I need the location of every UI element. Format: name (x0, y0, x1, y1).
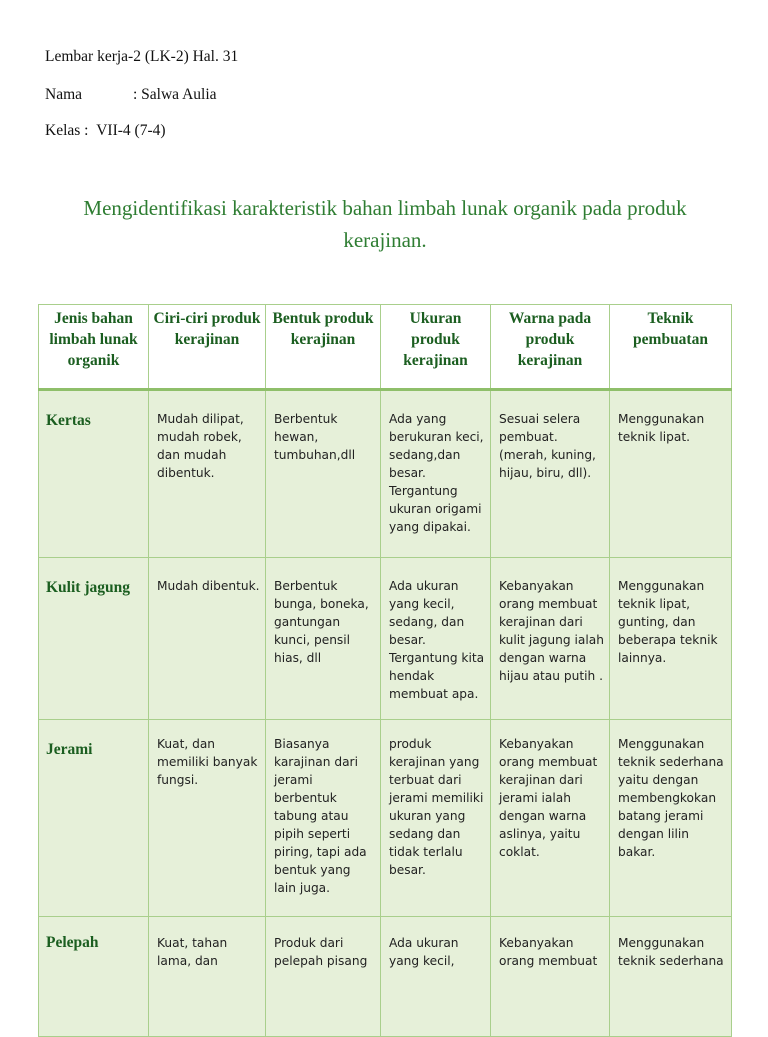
row-type: Jerami (39, 720, 149, 917)
header-warna: Warna pada produk kerajinan (491, 305, 610, 390)
row-type: Pelepah (39, 917, 149, 1037)
cell-teknik: Menggunakan teknik sederhana (610, 917, 732, 1037)
cell-teknik: Menggunakan teknik sederhana yaitu dengan membengkokan batang jerami dengan lilin bakar. (610, 720, 732, 917)
header-ukuran: Ukuran produk kerajinan (381, 305, 491, 390)
cell-warna: Kebanyakan orang membuat kerajinan dari jerami ialah dengan warna aslinya, yaitu coklat. (491, 720, 610, 917)
table-row (39, 390, 732, 558)
cell-bentuk: Berbentuk bunga, boneka, gantungan kunci, pensil hias, dll (266, 558, 381, 720)
header-bentuk: Bentuk produk kerajinan (266, 305, 381, 390)
cell-ukuran: Ada ukuran yang kecil, (381, 917, 491, 1037)
cell-bentuk: Biasanya karajinan dari jerami berbentuk tabung atau pipih seperti piring, tapi ada bentuk yang lain juga. (266, 720, 381, 917)
table-row (39, 917, 732, 1037)
class-label: Kelas : (45, 122, 89, 139)
cell-warna: Kebanyakan orang membuat (491, 917, 610, 1037)
class-row (45, 122, 166, 140)
characteristics-table (38, 304, 731, 1037)
cell-warna: Kebanyakan orang membuat kerajinan dari kulit jagung ialah dengan warna hijau atau putih . (491, 558, 610, 720)
row-type: Kertas (39, 390, 149, 558)
cell-ukuran: Ada yang berukuran keci, sedang,dan besar. Tergantung ukuran origami yang dipakai. (381, 390, 491, 558)
table-row (39, 558, 732, 720)
row-type: Kulit jagung (39, 558, 149, 720)
cell-ciri: Mudah dibentuk. (149, 558, 266, 720)
table-row (39, 720, 732, 917)
worksheet-line: Lembar kerja-2 (LK-2) Hal. 31 (45, 48, 239, 65)
cell-bentuk: Berbentuk hewan, tumbuhan,dll (266, 390, 381, 558)
name-value: : Salwa Aulia (133, 86, 217, 103)
cell-ukuran: produk kerajinan yang terbuat dari jerami memiliki ukuran yang sedang dan tidak terlalu besar. (381, 720, 491, 917)
student-name-row (45, 86, 217, 104)
cell-warna: Sesuai selera pembuat. (merah, kuning, hijau, biru, dll). (491, 390, 610, 558)
cell-teknik: Menggunakan teknik lipat. (610, 390, 732, 558)
header-teknik: Teknik pembuatan (610, 305, 732, 390)
cell-ciri: Mudah dilipat, mudah robek, dan mudah dibentuk. (149, 390, 266, 558)
class-value: VII-4 (7-4) (96, 122, 166, 139)
page-title: Mengidentifikasi karakteristik bahan limbah lunak organik pada produk kerajinan. (83, 196, 687, 252)
cell-ukuran: Ada ukuran yang kecil, sedang, dan besar. Tergantung kita hendak membuat apa. (381, 558, 491, 720)
name-label: Nama (45, 86, 83, 103)
cell-ciri: Kuat, dan memiliki banyak fungsi. (149, 720, 266, 917)
cell-teknik: Menggunakan teknik lipat, gunting, dan beberapa teknik lainnya. (610, 558, 732, 720)
cell-ciri: Kuat, tahan lama, dan (149, 917, 266, 1037)
header-ciri: Ciri-ciri produk kerajinan (149, 305, 266, 390)
header-jenis: Jenis bahan limbah lunak organik (39, 305, 149, 390)
cell-bentuk: Produk dari pelepah pisang (266, 917, 381, 1037)
